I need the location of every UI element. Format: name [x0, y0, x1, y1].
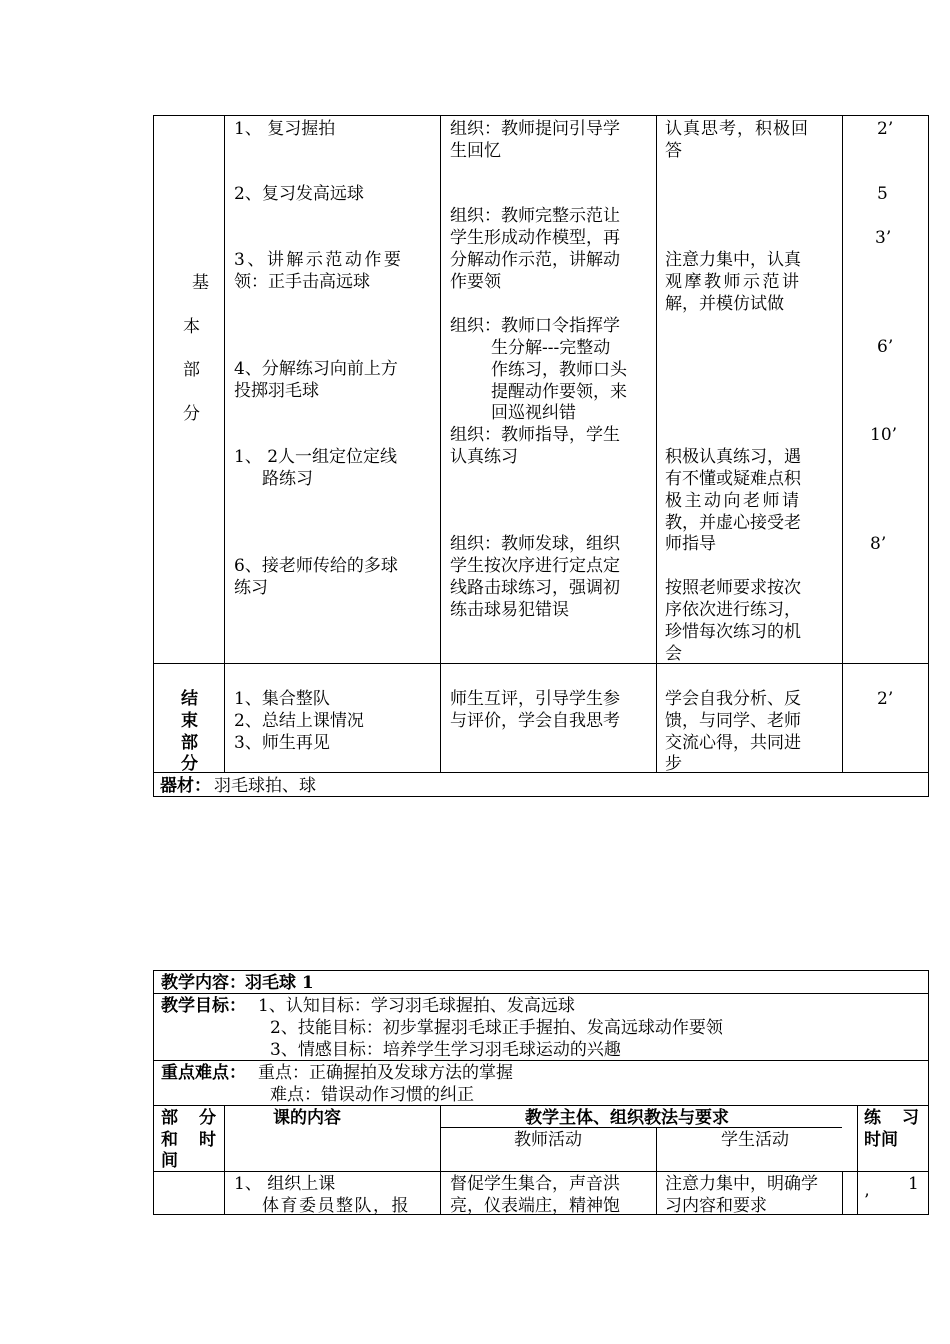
- equipment-label: 器材：: [160, 776, 211, 796]
- teacher-activity: 学生形成动作模型，再: [450, 228, 620, 248]
- equipment-value: 羽毛球拍、球: [214, 776, 316, 796]
- teacher-activity: 组织：教师指导，学生: [450, 425, 620, 445]
- table-border: [224, 1105, 225, 1215]
- table-border: [656, 115, 657, 773]
- student-activity: 按照老师要求按次: [665, 578, 801, 598]
- student-activity: 极主动向老师请: [665, 491, 802, 511]
- teaching-goals-label: 教学目标：: [161, 996, 246, 1016]
- content-item: 投掷羽毛球: [234, 381, 319, 401]
- content-item: 2、总结上课情况: [234, 711, 364, 731]
- teacher-activity: 生分解---完整动: [491, 338, 611, 358]
- student-activity: 注意力集中，明确学: [665, 1174, 818, 1194]
- difficulty-point: 难点：错误动作习惯的纠正: [270, 1085, 474, 1105]
- table-border: [153, 115, 929, 116]
- teacher-activity: 督促学生集合，声音洪: [450, 1174, 620, 1194]
- teacher-activity: 生回忆: [450, 141, 501, 161]
- section-label: 部: [181, 733, 198, 753]
- student-activity: 交流心得，共同进: [665, 733, 801, 753]
- column-header-main: 教学主体、组织教法与要求: [525, 1108, 729, 1128]
- content-item: 6、接老师传给的多球: [234, 556, 398, 576]
- section-label: 结: [181, 689, 198, 709]
- teaching-content-label: 教学内容：: [161, 973, 246, 993]
- student-activity: 会: [665, 644, 682, 664]
- teacher-activity: 分解动作示范，讲解动: [450, 250, 620, 270]
- practice-time: 8’: [870, 534, 887, 554]
- teacher-activity: 认真练习: [450, 447, 518, 467]
- practice-time: 2’: [877, 689, 894, 709]
- teacher-activity: 练击球易犯错误: [450, 600, 569, 620]
- table-border: [656, 1127, 657, 1215]
- teaching-goal: 1、认知目标：学习羽毛球握拍、发高远球: [258, 996, 575, 1016]
- student-activity: 学会自我分析、反: [665, 689, 801, 709]
- column-header-part: 间: [161, 1151, 178, 1171]
- content-item: 路练习: [262, 469, 313, 489]
- student-activity: 师指导: [665, 534, 716, 554]
- student-activity: 序依次进行练习，: [665, 600, 801, 620]
- section-label: 本: [183, 317, 200, 337]
- section-label: 分: [183, 404, 200, 424]
- teacher-activity: 师生互评，引导学生参: [450, 689, 620, 709]
- section-label: 束: [181, 711, 198, 731]
- student-activity: 教，并虚心接受老: [665, 513, 801, 533]
- key-point: 重点：正确握拍及发球方法的掌握: [258, 1063, 513, 1083]
- teaching-goal: 3、情感目标：培养学生学习羽毛球运动的兴趣: [270, 1040, 621, 1060]
- teacher-activity: 线路击球练习，强调初: [450, 578, 620, 598]
- practice-time: ’: [864, 1191, 870, 1211]
- section-label: 基: [192, 273, 209, 293]
- content-item: 1、 复习握拍: [234, 119, 336, 139]
- content-item: 领：正手击高远球: [234, 272, 370, 292]
- table-border: [440, 115, 441, 773]
- teaching-content-value: 羽毛球 1: [245, 973, 314, 993]
- content-item: 1、 组织上课: [234, 1174, 336, 1194]
- table-border: [440, 1105, 441, 1215]
- key-points-label: 重点难点：: [161, 1063, 246, 1083]
- table-border: [153, 772, 929, 773]
- content-item: 练习: [234, 578, 268, 598]
- column-header-teacher: 教师活动: [514, 1130, 582, 1150]
- table-border: [857, 1105, 858, 1215]
- column-header-time: 练 习: [864, 1108, 921, 1128]
- student-activity: 有不懂或疑难点积: [665, 469, 801, 489]
- practice-time: 3’: [875, 228, 892, 248]
- content-item: 1、集合整队: [234, 689, 330, 709]
- student-activity: 答: [665, 141, 682, 161]
- teacher-activity: 作练习，教师口头: [491, 360, 627, 380]
- teaching-goal: 2、技能目标：初步掌握羽毛球正手握拍、发高远球动作要领: [270, 1018, 723, 1038]
- practice-time: 5: [877, 184, 888, 204]
- table-border: [224, 115, 225, 773]
- column-header-part: 部 分: [161, 1108, 218, 1128]
- table-border: [153, 115, 154, 797]
- student-activity: 注意力集中，认真: [665, 250, 801, 270]
- table-border: [928, 970, 929, 1215]
- section-label: 部: [183, 360, 200, 380]
- teacher-activity: 亮，仪表端庄，精神饱: [450, 1196, 620, 1216]
- column-header-time: 时间: [864, 1130, 898, 1150]
- column-header-student: 学生活动: [721, 1130, 789, 1150]
- student-activity: 认真思考，积极回: [665, 119, 809, 139]
- column-header-part: 和 时: [161, 1130, 218, 1150]
- table-border: [928, 115, 929, 797]
- student-activity: 习内容和要求: [665, 1196, 767, 1216]
- student-activity: 解，并模仿试做: [665, 294, 784, 314]
- practice-time: 2’: [877, 119, 894, 139]
- practice-time: 1: [908, 1174, 919, 1194]
- content-item: 3、讲解示范动作要: [234, 250, 404, 270]
- table-border: [153, 970, 154, 1215]
- content-item: 2、复习发高远球: [234, 184, 364, 204]
- table-border: [153, 1171, 929, 1172]
- student-activity: 观摩教师示范讲: [665, 272, 802, 292]
- content-item: 体育委员整队，报: [262, 1196, 410, 1216]
- teacher-activity: 组织：教师完整示范让: [450, 206, 620, 226]
- practice-time: 10’: [870, 425, 898, 445]
- student-activity: 步: [665, 754, 682, 774]
- teacher-activity: 学生按次序进行定点定: [450, 556, 620, 576]
- table-border: [153, 970, 929, 971]
- teacher-activity: 与评价，学会自我思考: [450, 711, 620, 731]
- teacher-activity: 提醒动作要领，来: [491, 382, 627, 402]
- table-border: [842, 115, 843, 773]
- content-item: 1、 2人一组定位定线: [234, 447, 398, 467]
- practice-time: 6’: [877, 337, 894, 357]
- teacher-activity: 组织：教师口令指挥学: [450, 316, 620, 336]
- table-border: [153, 663, 929, 664]
- content-item: 4、分解练习向前上方: [234, 359, 398, 379]
- table-border: [842, 1171, 843, 1215]
- column-header-content: 课的内容: [273, 1108, 341, 1128]
- student-activity: 馈，与同学、老师: [665, 711, 801, 731]
- teacher-activity: 组织：教师提问引导学: [450, 119, 620, 139]
- teacher-activity: 组织：教师发球，组织: [450, 534, 620, 554]
- section-label: 分: [181, 754, 198, 774]
- student-activity: 积极认真练习，遇: [665, 447, 801, 467]
- content-item: 3、师生再见: [234, 733, 330, 753]
- teacher-activity: 回巡视纠错: [491, 403, 576, 423]
- student-activity: 珍惜每次练习的机: [665, 622, 801, 642]
- teacher-activity: 作要领: [450, 272, 501, 292]
